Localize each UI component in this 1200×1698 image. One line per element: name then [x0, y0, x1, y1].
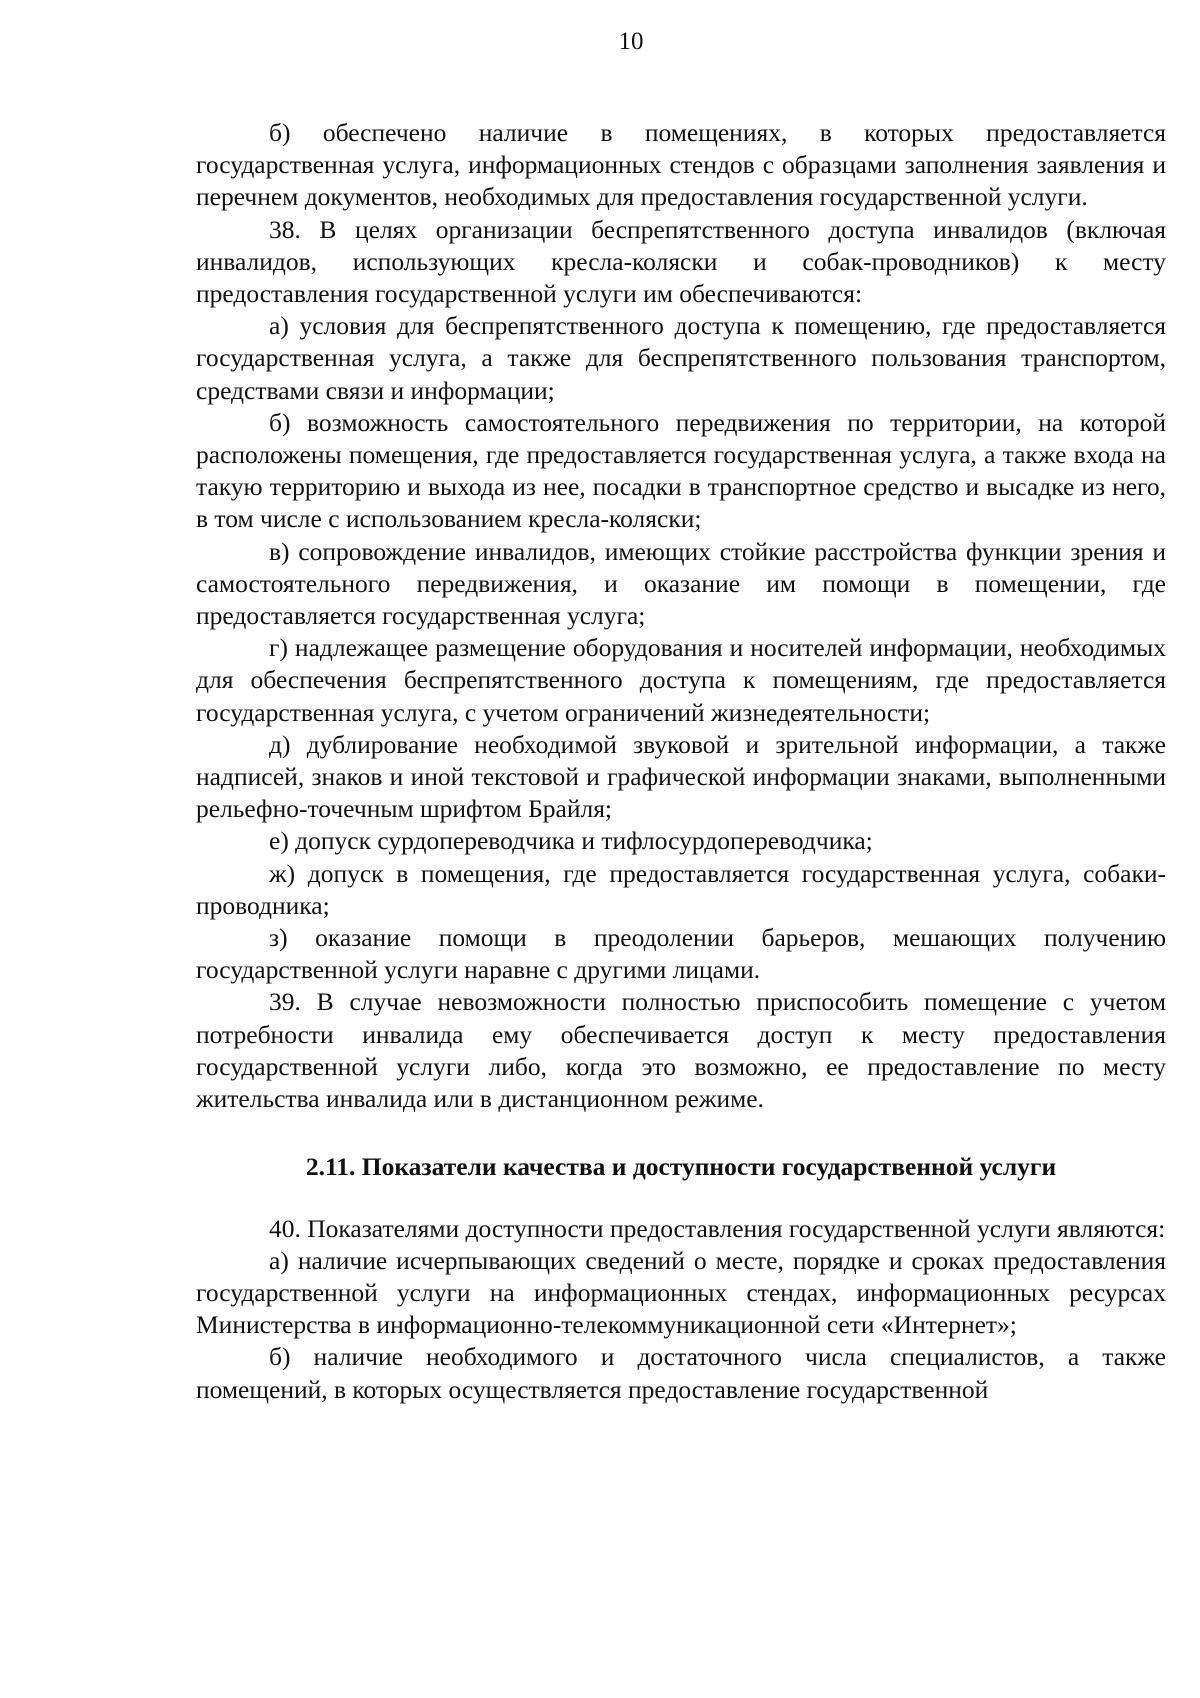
paragraph: б) наличие необходимого и достаточного числа специалистов, а также помещений, в которых осуществляется предоставление государственной [196, 1342, 1166, 1404]
section-heading: 2.11. Показатели качества и доступности государственной услуги [305, 1152, 1057, 1182]
paragraph: б) возможность самостоятельного передвижения по территории, на которой расположены помещения, где предоставляется государственная услуга, а также входа на такую территорию и выхода из нее, посадки в транспортное средство и высадке из него, в том числе с использованием кресла-коляски; [196, 407, 1166, 534]
page-number: 10 [618, 28, 644, 55]
paragraph: в) сопровождение инвалидов, имеющих стойкие расстройства функции зрения и самостоятельного передвижения, и оказание им помощи в помещении, где предоставляется государственная услуга; [196, 536, 1166, 631]
paragraph: а) условия для беспрепятственного доступа к помещению, где предоставляется государственная услуга, а также для беспрепятственного пользования транспортом, средствами связи и информации; [196, 311, 1166, 405]
paragraph: а) наличие исчерпывающих сведений о месте, порядке и сроках предоставления государственной услуги на информационных стендах, информационных ресурсах Министерства в информационно-телекоммуникационной сети «Интернет»; [196, 1245, 1166, 1340]
paragraph: г) надлежащее размещение оборудования и носителей информации, необходимых для обеспечения беспрепятственного доступа к помещениям, где предоставляется государственная услуга, с учетом ограничений жизнедеятельности; [196, 633, 1166, 727]
document-body [196, 117, 1166, 1406]
paragraph: з) оказание помощи в преодолении барьеров, мешающих получению государственной услуги наравне с другими лицами. [196, 923, 1166, 985]
paragraph: ж) допуск в помещения, где предоставляется государственная услуга, собаки-проводника; [196, 858, 1166, 920]
paragraph: б) обеспечено наличие в помещениях, в которых предоставляется государственная услуга, информационных стендов с образцами заполнения заявления и перечнем документов, необходимых для предоставления государственной услуги. [196, 118, 1166, 212]
paragraph: д) дублирование необходимой звуковой и зрительной информации, а также надписей, знаков и иной текстовой и графической информации знаками, выполненными рельефно-точечным шрифтом Брайля; [196, 729, 1166, 824]
paragraph: 40. Показателями доступности предоставления государственной услуги являются: [269, 1213, 1166, 1243]
paragraph: е) допуск сурдопереводчика и тифлосурдопереводчика; [269, 826, 873, 856]
paragraph: 38. В целях организации беспрепятственного доступа инвалидов (включая инвалидов, использующих кресла-коляски и собак-проводников) к месту предоставления государственной услуги им обеспечиваются: [196, 214, 1166, 309]
paragraph: 39. В случае невозможности полностью приспособить помещение с учетом потребности инвалида ему обеспечивается доступ к месту предоставления государственной услуги либо, когда это возможно, ее предоставление по месту жительства инвалида или в дистанционном режиме. [196, 987, 1166, 1114]
